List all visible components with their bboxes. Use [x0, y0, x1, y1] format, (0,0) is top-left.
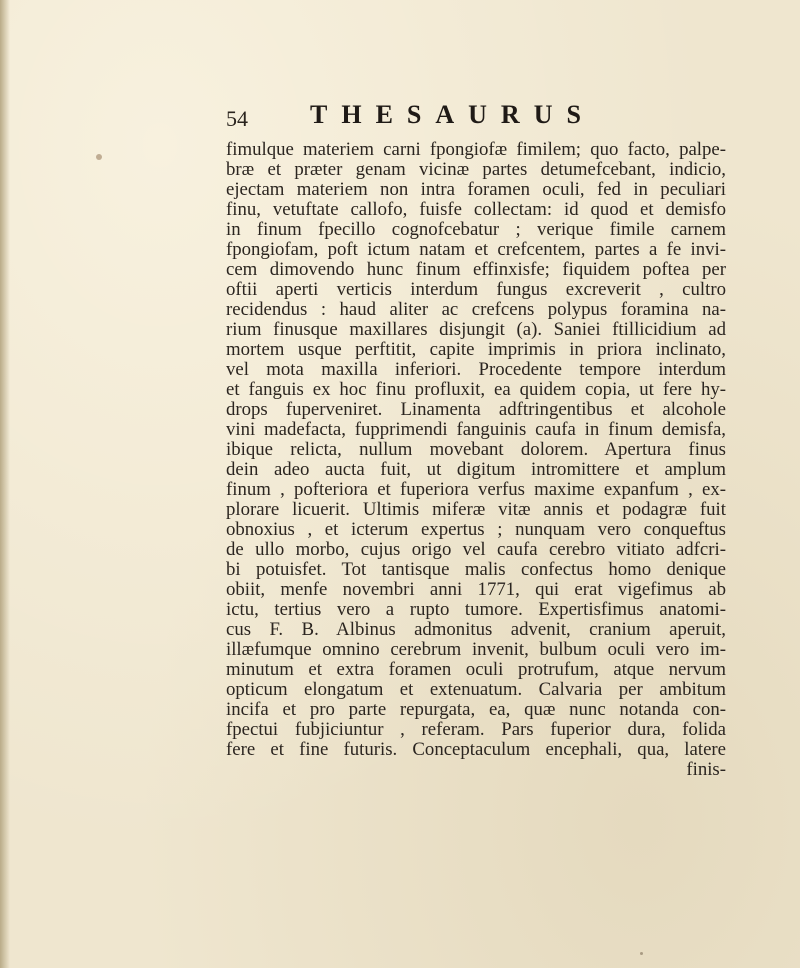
text-line: fere et fine futuris. Conceptaculum encephali, qua, latere — [226, 740, 726, 760]
page-number: 54 — [226, 106, 248, 131]
text-line: finu, vetuftate callofo, fuisfe collectam: id quod et demisfo — [226, 200, 726, 220]
text-line: obiit, menfe novembri anni 1771, qui erat vigefimus ab — [226, 580, 726, 600]
text-line: illæfumque omnino cerebrum invenit, bulbum oculi vero im- — [226, 640, 726, 660]
text-line: et fanguis ex hoc finu profluxit, ea quidem copia, ut fere hy- — [226, 380, 726, 400]
text-line: rium finusque maxillares disjungit (a). Saniei ftillicidium ad — [226, 320, 726, 340]
text-line: in finum fpecillo cognofcebatur ; verique fimile carnem — [226, 220, 726, 240]
text-line: de ullo morbo, cujus origo vel caufa cerebro vitiato adfcri- — [226, 540, 726, 560]
text-line: mortem usque perftitit, capite imprimis in priora inclinato, — [226, 340, 726, 360]
running-title: THESAURUS — [310, 100, 595, 129]
text-line: fpectui fubjiciuntur , referam. Pars fuperior dura, folida — [226, 720, 726, 740]
text-line: drops fuperveniret. Linamenta adftringentibus et alcohole — [226, 400, 726, 420]
text-line: incifa et pro parte repurgata, ea, quæ nunc notanda con- — [226, 700, 726, 720]
text-line: fpongiofam, poft ictum natam et crefcentem, partes a fe invi- — [226, 240, 726, 260]
catchword: finis- — [686, 760, 726, 780]
text-line: obnoxius , et icterum expertus ; nunquam vero conqueftus — [226, 520, 726, 540]
text-line: opticum elongatum et extenuatum. Calvaria per ambitum — [226, 680, 726, 700]
text-line: ejectam materiem non intra foramen oculi, fed in peculiari — [226, 180, 726, 200]
body-text — [226, 140, 726, 780]
text-line: ictu, tertius vero a rupto tumore. Expertisfimus anatomi- — [226, 600, 726, 620]
margin-ink-spot — [96, 154, 102, 160]
text-line: plorare licuerit. Ultimis miferæ vitæ annis et podagræ fuit — [226, 500, 726, 520]
text-line: ibique relicta, nullum movebant dolorem. Apertura finus — [226, 440, 726, 460]
text-line: bræ et præter genam vicinæ partes detumefcebant, indicio, — [226, 160, 726, 180]
text-line: vini madefacta, fupprimendi fanguinis caufa in finum demisfa, — [226, 420, 726, 440]
text-line: cus F. B. Albinus admonitus advenit, cranium aperuit, — [226, 620, 726, 640]
text-line: oftii aperti verticis interdum fungus excreverit , cultro — [226, 280, 726, 300]
paper-speck — [640, 952, 643, 955]
text-line: finum , pofteriora et fuperiora verfus maxime expanfum , ex- — [226, 480, 726, 500]
page-header — [0, 100, 800, 136]
text-line: fimulque materiem carni fpongiofæ fimilem; quo facto, palpe- — [226, 140, 726, 160]
text-line: minutum et extra foramen oculi protrufum, atque nervum — [226, 660, 726, 680]
text-line: dein adeo aucta fuit, ut digitum intromittere et amplum — [226, 460, 726, 480]
text-line: vel mota maxilla inferiori. Procedente tempore interdum — [226, 360, 726, 380]
text-line: bi potuisfet. Tot tantisque malis confectus homo denique — [226, 560, 726, 580]
text-line: recidendus : haud aliter ac crefcens polypus foramina na- — [226, 300, 726, 320]
text-line: cem dimovendo hunc finum effinxisfe; fiquidem poftea per — [226, 260, 726, 280]
